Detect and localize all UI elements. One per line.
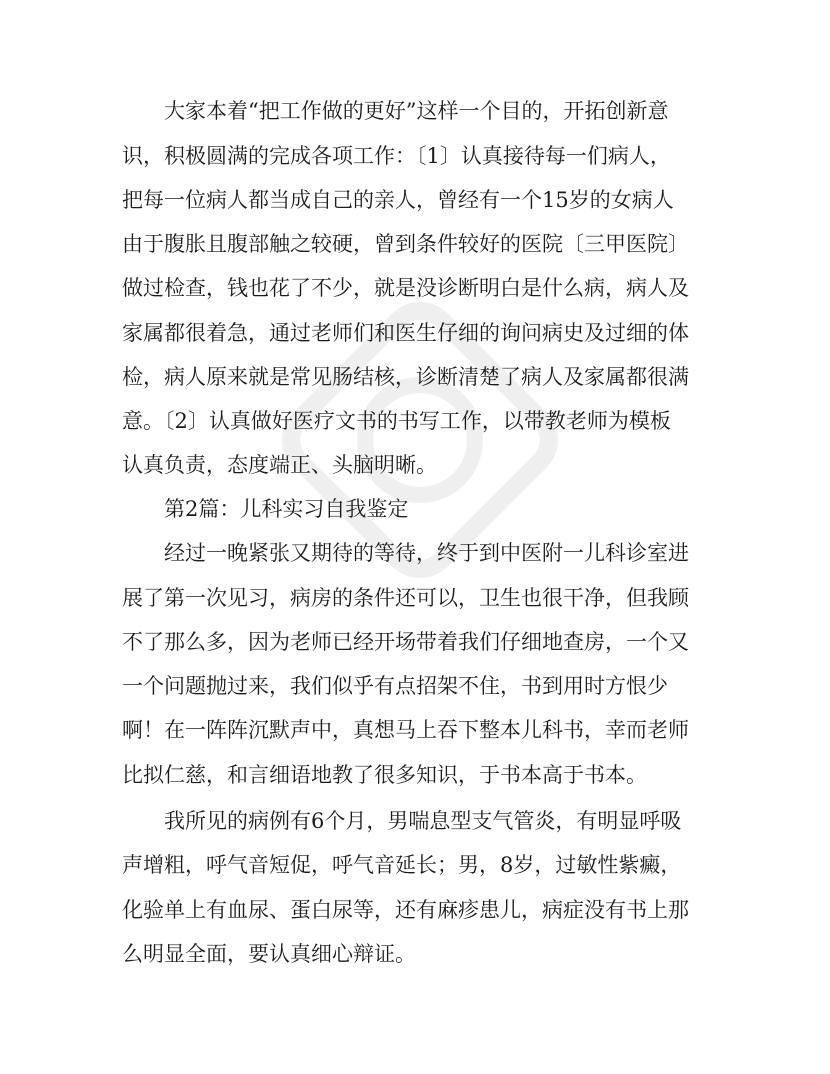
section-heading: 第2篇：儿科实习自我鉴定 xyxy=(164,497,409,521)
paragraph-1-line-5: 做过检查，钱也花了不少，就是没诊断明白是什么病，病人及 xyxy=(122,276,689,300)
paragraph-1-line-8: 意。〔2〕认真做好医疗文书的书写工作，以带教老师为模板 xyxy=(122,409,671,433)
paragraph-2-line-1: 经过一晚紧张又期待的等待，终于到中医附一儿科诊室进 xyxy=(164,541,689,565)
paragraph-2-line-5: 啊！在一阵阵沉默声中，真想马上吞下整本儿科书，幸而老师 xyxy=(122,718,689,742)
paragraph-1-line-4: 由于腹胀且腹部触之较硬，曾到条件较好的医院〔三甲医院〕 xyxy=(122,232,689,256)
paragraph-2-line-4: 一个问题抛过来，我们似乎有点招架不住，书到用时方恨少 xyxy=(122,674,668,698)
paragraph-1-line-2: 识，积极圆满的完成各项工作：〔1〕认真接待每一们病人， xyxy=(122,144,671,168)
paragraph-2-line-2: 展了第一次见习，病房的条件还可以，卫生也很干净，但我顾 xyxy=(122,586,689,610)
paragraph-1-line-7: 检，病人原来就是常见肠结核，诊断清楚了病人及家属都很满 xyxy=(122,365,689,389)
paragraph-1-line-3: 把每一位病人都当成自己的亲人，曾经有一个15岁的女病人 xyxy=(122,188,674,212)
paragraph-2-line-3: 不了那么多，因为老师已经开场带着我们仔细地查房，一个又 xyxy=(122,630,689,654)
paragraph-3-line-1: 我所见的病例有6个月，男喘息型支气管炎，有明显呼吸 xyxy=(164,809,682,833)
paragraph-3-line-2: 声增粗，呼气音短促，呼气音延长；男，8岁，过敏性紫癜， xyxy=(122,853,682,877)
paragraph-3-line-4: 么明显全面，要认真细心辩证。 xyxy=(122,942,416,966)
paragraph-1-line-6: 家属都很着急，通过老师们和医生仔细的询问病史及过细的体 xyxy=(122,321,689,345)
paragraph-2-line-6: 比拟仁慈，和言细语地教了很多知识，于书本高于书本。 xyxy=(122,763,647,787)
paragraph-1-line-9: 认真负责，态度端正、头脑明晰。 xyxy=(122,453,437,477)
paragraph-1-line-1: 大家本着“把工作做的更好”这样一个目的，开拓创新意 xyxy=(164,99,669,123)
paragraph-3-line-3: 化验单上有血尿、蛋白尿等，还有麻疹患儿，病症没有书上那 xyxy=(122,898,689,922)
